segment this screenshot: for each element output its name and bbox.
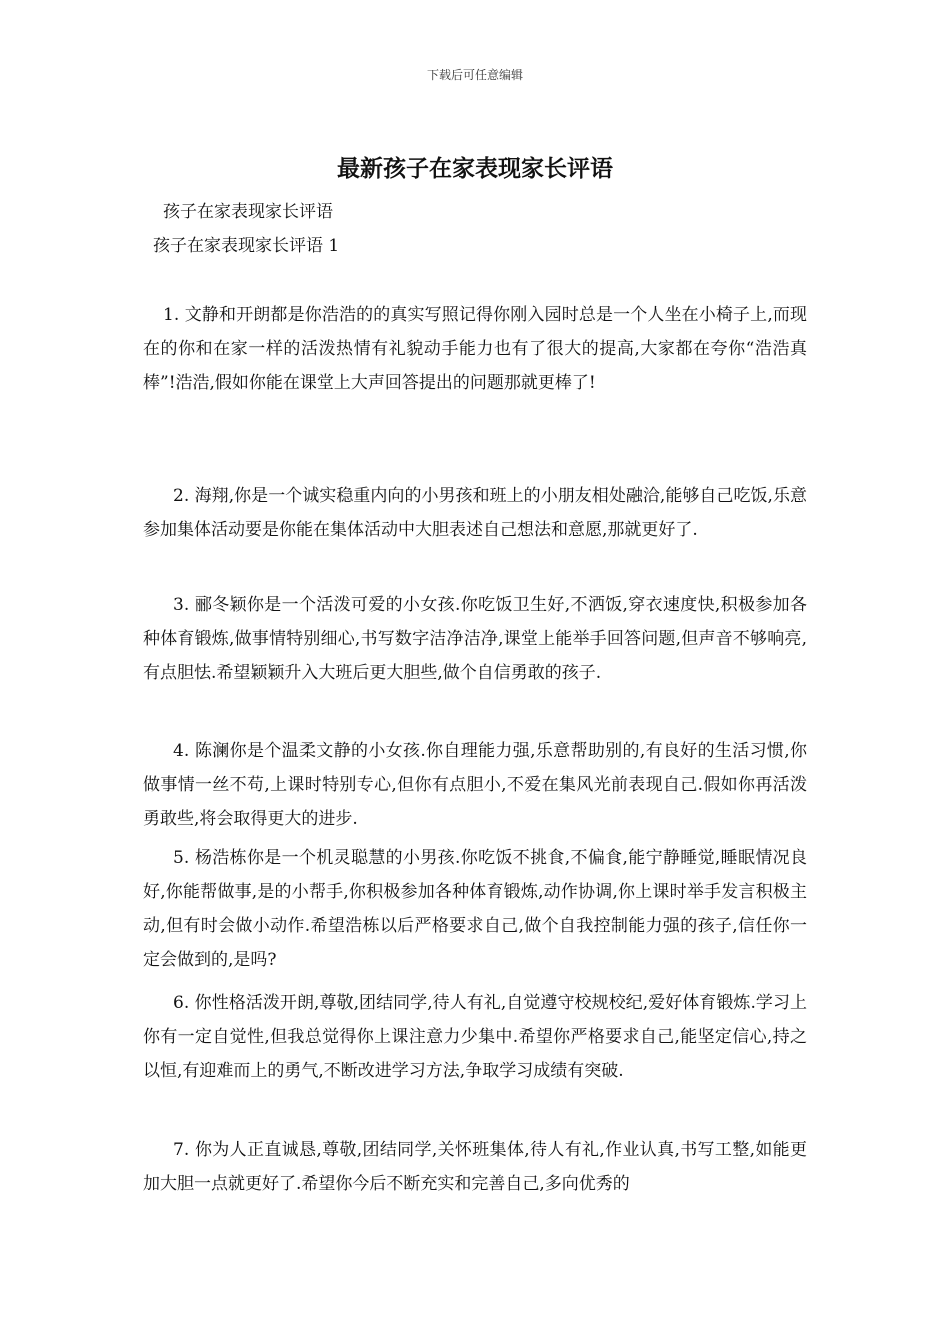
section-heading: 孩子在家表现家长评语 1 [153, 236, 340, 256]
paragraph-1: 1. 文静和开朗都是你浩浩的的真实写照记得你刚入园时总是一个人坐在小椅子上,而现在的你和在家一样的活泼热情有礼貌动手能力也有了很大的提高,大家都在夸你“浩浩真棒”!浩浩,假如你能在课堂上大声回答提出的问题那就更棒了! [143, 305, 807, 393]
header-note: 下载后可任意编辑 [426, 68, 523, 82]
paragraph-7: 7. 你为人正直诚恳,尊敬,团结同学,关怀班集体,待人有礼,作业认真,书写工整,如能更加大胆一点就更好了.希望你今后不断充实和完善自己,多向优秀的 [143, 1140, 807, 1194]
document-title: 最新孩子在家表现家长评语 [337, 155, 613, 182]
paragraph-2: 2. 海翔,你是一个诚实稳重内向的小男孩和班上的小朋友相处融洽,能够自己吃饭,乐意参加集体活动要是你能在集体活动中大胆表述自己想法和意愿,那就更好了. [143, 486, 807, 540]
paragraph-4: 4. 陈澜你是个温柔文静的小女孩.你自理能力强,乐意帮助别的,有良好的生活习惯,你做事情一丝不苟,上课时特别专心,但你有点胆小,不爱在集风光前表现自己.假如你再活泼勇敢些,将会取得更大的进步. [143, 741, 807, 829]
paragraph-3: 3. 郦冬颖你是一个活泼可爱的小女孩.你吃饭卫生好,不洒饭,穿衣速度快,积极参加各种体育锻炼,做事情特别细心,书写数字洁净洁净,课堂上能举手回答问题,但声音不够响亮,有点胆怯.希望颖颖升入大班后更大胆些,做个自信勇敢的孩子. [143, 595, 807, 683]
paragraph-6: 6. 你性格活泼开朗,尊敬,团结同学,待人有礼,自觉遵守校规校纪,爱好体育锻炼.学习上你有一定自觉性,但我总觉得你上课注意力少集中.希望你严格要求自己,能坚定信心,持之以恒,有迎难而上的勇气,不断改进学习方法,争取学习成绩有突破. [143, 993, 807, 1081]
paragraph-5: 5. 杨浩栋你是一个机灵聪慧的小男孩.你吃饭不挑食,不偏食,能宁静睡觉,睡眠情况良好,你能帮做事,是的小帮手,你积极参加各种体育锻炼,动作协调,你上课时举手发言积极主动,但有时会做小动作.希望浩栋以后严格要求自己,做个自我控制能力强的孩子,信任你一定会做到的,是吗? [143, 848, 807, 970]
document-subtitle: 孩子在家表现家长评语 [163, 202, 333, 222]
